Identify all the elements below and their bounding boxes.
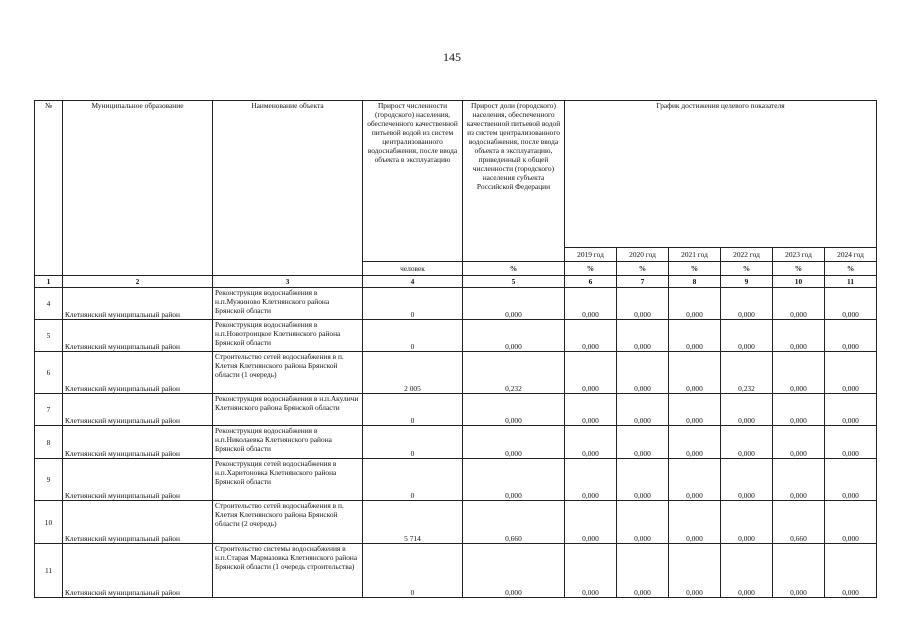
row-year-value: 0,000 — [669, 459, 721, 501]
row-object: Строительство сетей водоснабжения в п. Клетня Клетнянского района Брянской области (1 очередь) — [213, 352, 363, 394]
row-num: 5 — [35, 320, 63, 352]
row-municipality: Клетнянский муниципальный район — [63, 501, 213, 544]
row-year-value: 0,000 — [773, 459, 825, 501]
row-year-value: 0,000 — [825, 394, 877, 426]
row-year-value: 0,000 — [669, 352, 721, 394]
row-year-value: 0,000 — [825, 352, 877, 394]
row-people: 0 — [363, 426, 463, 459]
row-year-value: 0,000 — [617, 459, 669, 501]
row-year-value: 0,000 — [669, 544, 721, 598]
row-municipality: Клетнянский муниципальный район — [63, 394, 213, 426]
table-row — [35, 288, 877, 320]
row-year-value: 0,660 — [773, 501, 825, 544]
row-year-value: 0,000 — [773, 544, 825, 598]
header-year: 2021 год — [669, 248, 721, 262]
row-people: 0 — [363, 459, 463, 501]
column-number: 5 — [463, 276, 565, 288]
row-year-value: 0,000 — [669, 501, 721, 544]
row-year-value: 0,000 — [825, 426, 877, 459]
column-number: 1 — [35, 276, 63, 288]
row-year-value: 0,000 — [773, 352, 825, 394]
header-year: 2020 год — [617, 248, 669, 262]
table-row — [35, 320, 877, 352]
row-share: 0,000 — [463, 459, 565, 501]
row-num: 10 — [35, 501, 63, 544]
row-share: 0,660 — [463, 501, 565, 544]
row-year-value: 0,000 — [617, 426, 669, 459]
row-year-value: 0,000 — [773, 394, 825, 426]
row-object: Реконструкция водоснабжения в н.п.Мужиново Клетнянского района Брянской области — [213, 288, 363, 320]
row-municipality: Клетнянский муниципальный район — [63, 288, 213, 320]
row-year-value: 0,000 — [721, 426, 773, 459]
header-object: Наименование объекта — [213, 101, 363, 276]
row-year-value: 0,000 — [773, 320, 825, 352]
row-object: Реконструкция сетей водоснабжения в н.п.Харитоновка Клетнянского района Брянской области — [213, 459, 363, 501]
unit-people: человек — [363, 262, 463, 276]
row-year-value: 0,000 — [773, 426, 825, 459]
table-row — [35, 426, 877, 459]
row-people: 0 — [363, 320, 463, 352]
row-people: 0 — [363, 544, 463, 598]
column-number: 9 — [721, 276, 773, 288]
row-people: 0 — [363, 394, 463, 426]
column-number: 7 — [617, 276, 669, 288]
row-year-value: 0,000 — [565, 288, 617, 320]
row-share: 0,000 — [463, 394, 565, 426]
row-municipality: Клетнянский муниципальный район — [63, 459, 213, 501]
row-year-value: 0,000 — [617, 288, 669, 320]
row-year-value: 0,000 — [565, 352, 617, 394]
header-growth-people: Прирост численности (городского) населения, обеспеченного качественной питьевой водой из систем централизованного водоснабжения, после ввода объекта в эксплуатацию — [363, 101, 463, 262]
row-year-value: 0,000 — [721, 288, 773, 320]
column-number: 3 — [213, 276, 363, 288]
row-year-value: 0,000 — [721, 459, 773, 501]
row-people: 2 005 — [363, 352, 463, 394]
target-indicator-table — [34, 100, 877, 598]
column-number: 4 — [363, 276, 463, 288]
unit-percent: % — [773, 262, 825, 276]
row-people: 0 — [363, 288, 463, 320]
header-growth-share: Прирост доли (городского) населения, обеспеченного качественной питьевой водой из систем централизованного водоснабжения, после ввода объекта в эксплуатацию, приведенный к общей численности (городского) населения субъекта Российской Федерации — [463, 101, 565, 262]
row-share: 0,232 — [463, 352, 565, 394]
row-num: 8 — [35, 426, 63, 459]
header-year: 2023 год — [773, 248, 825, 262]
table-row — [35, 459, 877, 501]
unit-percent: % — [617, 262, 669, 276]
row-year-value: 0,000 — [825, 501, 877, 544]
header-year: 2024 год — [825, 248, 877, 262]
row-year-value: 0,000 — [825, 320, 877, 352]
header-year: 2022 год — [721, 248, 773, 262]
row-year-value: 0,000 — [617, 394, 669, 426]
row-num: 9 — [35, 459, 63, 501]
table-row — [35, 394, 877, 426]
row-year-value: 0,000 — [617, 352, 669, 394]
header-year: 2019 год — [565, 248, 617, 262]
table-body — [35, 288, 877, 598]
row-share: 0,000 — [463, 426, 565, 459]
row-share: 0,000 — [463, 288, 565, 320]
row-object: Реконструкция водоснабжения в н.п.Акуличи Клетнянского района Брянской области — [213, 394, 363, 426]
row-num: 7 — [35, 394, 63, 426]
row-year-value: 0,000 — [825, 544, 877, 598]
row-year-value: 0,000 — [721, 544, 773, 598]
table-row — [35, 352, 877, 394]
row-year-value: 0,000 — [669, 394, 721, 426]
header-num: № — [35, 101, 63, 276]
row-year-value: 0,000 — [773, 288, 825, 320]
row-year-value: 0,000 — [721, 320, 773, 352]
row-year-value: 0,000 — [565, 426, 617, 459]
page-number: 145 — [443, 50, 461, 64]
row-share: 0,000 — [463, 320, 565, 352]
header-municipality: Муниципальное образование — [63, 101, 213, 276]
row-municipality: Клетнянский муниципальный район — [63, 544, 213, 598]
row-year-value: 0,000 — [617, 544, 669, 598]
column-number: 11 — [825, 276, 877, 288]
row-year-value: 0,000 — [825, 288, 877, 320]
row-num: 11 — [35, 544, 63, 598]
unit-percent: % — [565, 262, 617, 276]
row-year-value: 0,000 — [669, 426, 721, 459]
unit-percent: % — [669, 262, 721, 276]
row-year-value: 0,000 — [565, 544, 617, 598]
row-year-value: 0,000 — [825, 459, 877, 501]
unit-percent: % — [721, 262, 773, 276]
row-object: Строительство сетей водоснабжения в п. Клетня Клетнянского района Брянской области (2 очередь) — [213, 501, 363, 544]
row-num: 6 — [35, 352, 63, 394]
row-object: Реконструкция водоснабжения в н.п.Новотроицкое Клетнянского района Брянской области — [213, 320, 363, 352]
row-year-value: 0,000 — [565, 394, 617, 426]
row-object: Строительство системы водоснабжения в н.п.Старая Мармазовка Клетнянского района Брянской области (1 очередь строительства) — [213, 544, 363, 598]
unit-percent: % — [463, 262, 565, 276]
row-municipality: Клетнянский муниципальный район — [63, 320, 213, 352]
row-year-value: 0,000 — [565, 459, 617, 501]
row-year-value: 0,000 — [565, 320, 617, 352]
row-year-value: 0,000 — [721, 394, 773, 426]
row-year-value: 0,000 — [565, 501, 617, 544]
row-object: Реконструкция водоснабжения в н.п.Николаевка Клетнянского района Брянской области — [213, 426, 363, 459]
column-number: 10 — [773, 276, 825, 288]
header-schedule: График достижения целевого показателя — [565, 101, 877, 248]
row-num: 4 — [35, 288, 63, 320]
row-municipality: Клетнянский муниципальный район — [63, 426, 213, 459]
table-row — [35, 501, 877, 544]
table-row — [35, 544, 877, 598]
row-municipality: Клетнянский муниципальный район — [63, 352, 213, 394]
unit-percent: % — [825, 262, 877, 276]
row-year-value: 0,000 — [669, 320, 721, 352]
row-share: 0,000 — [463, 544, 565, 598]
column-number: 6 — [565, 276, 617, 288]
row-year-value: 0,000 — [669, 288, 721, 320]
row-year-value: 0,232 — [721, 352, 773, 394]
row-people: 5 714 — [363, 501, 463, 544]
column-number: 8 — [669, 276, 721, 288]
column-number: 2 — [63, 276, 213, 288]
row-year-value: 0,000 — [617, 501, 669, 544]
row-year-value: 0,000 — [617, 320, 669, 352]
row-year-value: 0,000 — [721, 501, 773, 544]
